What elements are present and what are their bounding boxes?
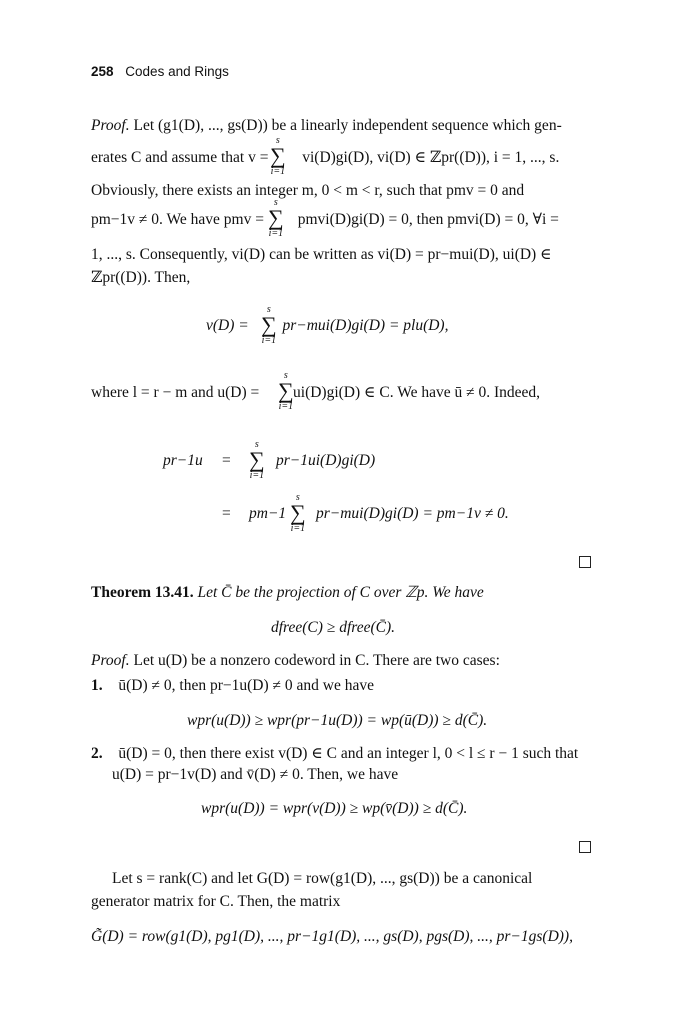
eq1-rhs: pr−mui(D)gi(D) = plu(D), <box>282 317 449 334</box>
running-header <box>91 64 229 79</box>
case-1-text: ū(D) ≠ 0, then pr−1u(D) ≠ 0 and we have <box>118 677 374 694</box>
closing-line2 <box>91 893 340 911</box>
summation-3 <box>261 304 277 346</box>
sigma-icon: ∑ <box>261 312 277 337</box>
eq1-lhs: v(D) = <box>206 317 249 334</box>
sum-upper: s <box>295 492 300 503</box>
proof1-line2 <box>91 143 560 168</box>
proof2-intro <box>91 652 500 670</box>
eq2-rhs-2a: pm−1 <box>249 505 287 522</box>
sigma-icon: ∑ <box>268 205 284 230</box>
summation-4 <box>278 370 294 412</box>
proof-label: Proof. <box>91 117 130 134</box>
closing-line1 <box>112 870 532 888</box>
page-number: 258 <box>91 64 114 79</box>
proof1-text-2a: erates C and assume that v = <box>91 149 269 166</box>
proof1-text-3: Obviously, there exists an integer m, 0 < m < r, such that pmv = 0 and <box>91 182 525 199</box>
sum-upper: s <box>275 135 280 146</box>
proof1-line3 <box>91 182 524 200</box>
qed-box-icon <box>579 841 591 853</box>
sigma-icon: ∑ <box>249 447 265 472</box>
proof2-intro-text: Let u(D) be a nonzero codeword in C. There are two cases: <box>133 652 500 669</box>
qed-box-icon <box>579 556 591 568</box>
proof1-text-4a: pm−1v ≠ 0. We have pmv = <box>91 211 264 228</box>
running-title: Codes and Rings <box>125 64 229 79</box>
eq2-lhs: pr−1u <box>163 452 203 469</box>
eqarray-row2-rhs <box>316 505 509 523</box>
eqarray-row1-equals <box>222 452 231 470</box>
eqarray-row1-lhs <box>163 452 203 470</box>
proof-label: Proof. <box>91 652 130 669</box>
case-1-eq-text: wpr(u(D)) ≥ wpr(pr−1u(D)) = wp(ū(D)) ≥ d(C̄). <box>187 712 488 729</box>
proof1-line4 <box>91 205 559 230</box>
theorem-formula-text: dfree(C) ≥ dfree(C̄). <box>271 619 395 636</box>
proof1-text-6: ℤpr((D)). Then, <box>91 269 191 286</box>
case-1 <box>91 677 374 695</box>
case-2-text-2: u(D) = pr−1v(D) and v̄(D) ≠ 0. Then, we have <box>112 766 399 783</box>
eq2-rhs-1: pr−1ui(D)gi(D) <box>276 452 376 469</box>
closing-text-1: Let s = rank(C) and let G(D) = row(g1(D), ..., gs(D)) be a canonical <box>112 870 533 887</box>
sum-upper: s <box>266 304 271 315</box>
proof1-text-7b: ui(D)gi(D) ∈ C. We have ū ≠ 0. Indeed, <box>293 384 541 401</box>
summation-1 <box>270 135 286 177</box>
sum-lower: i=1 <box>270 166 286 177</box>
eqarray-row1-rhs <box>276 452 375 470</box>
case-2-text-1: ū(D) = 0, then there exist v(D) ∈ C and an integer l, 0 < l ≤ r − 1 such that <box>118 745 579 762</box>
theorem-text: Let C̄ be the projection of C over ℤp. We have <box>197 584 484 601</box>
proof1-text-4b: pmvi(D)gi(D) = 0, then pmvi(D) = 0, ∀i = <box>297 211 559 228</box>
case-1-number: 1. <box>91 677 103 694</box>
summation-6 <box>290 492 306 534</box>
summation-2 <box>268 197 284 239</box>
summation-5 <box>249 439 265 481</box>
eqarray-row2-prefix <box>249 505 286 523</box>
proof1-text-1: Let (g1(D), ..., gs(D)) be a linearly independent sequence which gen- <box>133 117 562 134</box>
sigma-icon: ∑ <box>270 143 286 168</box>
proof1-line7 <box>91 378 541 403</box>
case-2-number: 2. <box>91 745 103 762</box>
sum-lower: i=1 <box>249 470 265 481</box>
proof1-text-5: 1, ..., s. Consequently, vi(D) can be written as vi(D) = pr−mui(D), ui(D) ∈ <box>91 246 552 263</box>
sum-upper: s <box>273 197 278 208</box>
sum-lower: i=1 <box>278 401 294 412</box>
eq2-equals-1: = <box>222 452 231 469</box>
sum-lower: i=1 <box>268 228 284 239</box>
case-2-equation <box>201 800 467 818</box>
closing-eq-text: G̃(D) = row(g1(D), pg1(D), ..., pr−1g1(D), ..., gs(D), pgs(D), ..., pr−1gs(D)), <box>91 928 573 945</box>
proof1-text-2b: vi(D)gi(D), vi(D) ∈ ℤpr((D)), i = 1, ..., s. <box>302 149 560 166</box>
sum-upper: s <box>283 370 288 381</box>
proof1-line5 <box>91 245 552 264</box>
case-1-equation <box>187 712 487 730</box>
eq2-rhs-2b: pr−mui(D)gi(D) = pm−1v ≠ 0. <box>316 505 509 522</box>
proof1-line6 <box>91 268 190 287</box>
theorem-statement <box>91 583 484 602</box>
sum-lower: i=1 <box>290 523 306 534</box>
eq2-equals-2: = <box>222 505 231 522</box>
sum-upper: s <box>254 439 259 450</box>
case-2-eq-text: wpr(u(D)) = wpr(v(D)) ≥ wp(v̄(D)) ≥ d(C̄). <box>201 800 468 817</box>
case-2 <box>91 744 578 763</box>
sigma-icon: ∑ <box>290 500 306 525</box>
equation-1 <box>206 312 449 337</box>
case-2-line2 <box>112 766 398 784</box>
theorem-formula <box>271 619 395 637</box>
theorem-label: Theorem 13.41. <box>91 584 194 601</box>
closing-equation <box>91 928 573 946</box>
closing-text-2: generator matrix for C. Then, the matrix <box>91 893 341 910</box>
proof1-text-7a: where l = r − m and u(D) = <box>91 384 260 401</box>
sigma-icon: ∑ <box>278 378 294 403</box>
eqarray-row2-equals <box>222 505 231 523</box>
proof1-line1 <box>91 117 562 135</box>
sum-lower: i=1 <box>261 335 277 346</box>
